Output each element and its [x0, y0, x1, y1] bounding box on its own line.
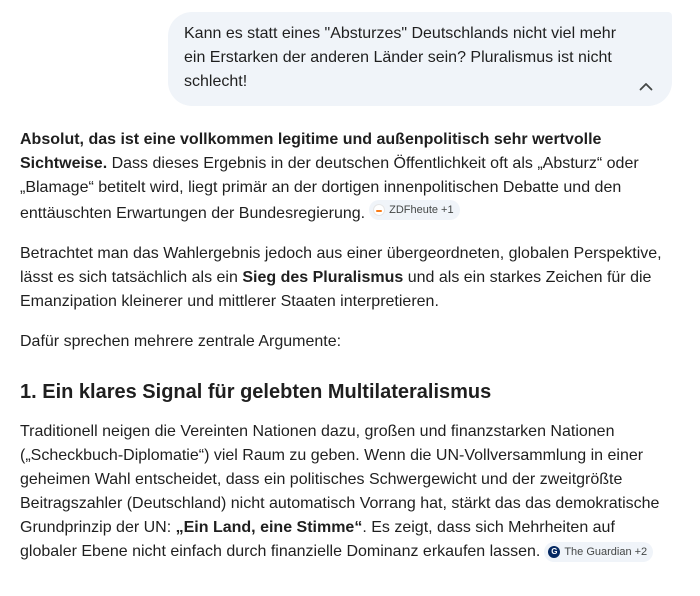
response-paragraph: Dafür sprechen mehrere zentrale Argumente: [20, 333, 342, 350]
collapse-button[interactable] [634, 74, 658, 98]
zdf-icon [373, 204, 385, 216]
source-chip-the-guardian[interactable] [544, 542, 653, 562]
source-count: +1 [441, 204, 454, 216]
chevron-up-icon [639, 82, 653, 91]
bold-text: Absolut, das ist eine vollkommen legitime und außenpolitisch sehr wertvolle Sichtweise. [20, 131, 602, 172]
section-heading: 1. Ein klares Signal für gelebten Multilateralismus [20, 381, 492, 403]
source-name: The Guardian [564, 546, 632, 558]
bold-text: „Ein Land, eine Stimme“ [175, 519, 363, 536]
paragraph-text: Betrachtet man das Wahlergebnis jedoch aus einer übergeordneten, globalen Perspektive, lässt es sich tatsächlich als ein [20, 245, 662, 286]
user-message-text [184, 22, 632, 94]
user-message-line: Kann es statt eines "Absturzes" Deutschlands nicht viel mehr [184, 25, 617, 42]
response-paragraph [20, 242, 670, 314]
paragraph-text: . Es zeigt, dass sich Mehrheiten auf globaler Ebene nicht einfach durch finanzielle Dominanz erkaufen lassen. [20, 519, 615, 560]
user-message-line: ein Erstarken der anderen Länder sein? Pluralismus ist nicht [184, 49, 612, 66]
paragraph-text: und als ein starkes Zeichen für die Emanzipation kleinerer und mittlerer Staaten interpretieren. [20, 269, 652, 310]
source-count: +2 [634, 546, 648, 558]
guardian-icon: G [548, 546, 560, 558]
response-paragraph [20, 128, 670, 226]
response-paragraph [20, 420, 670, 564]
model-response [20, 128, 670, 580]
source-chip-zdfheute[interactable] [369, 200, 459, 220]
paragraph-text: Traditionell neigen die Vereinten Nationen dazu, großen und finanzstarken Nationen („Scheckbuch-Diplomatie“) viel Raum zu geben. Wenn die UN-Vollversammlung in einer geheimen Wahl entscheidet, dass ein politisches Schwergewicht und der zweitgrößte Beitragszahler (Deutschland) nicht automatisch Vorrang hat, stärkt das das demokratische Grundprinzip der UN: [20, 423, 660, 536]
paragraph-text: Dass dieses Ergebnis in der deutschen Öffentlichkeit oft als „Absturz“ oder „Blamage“ betitelt wird, liegt primär an der dortigen innenpolitischen Debatte und den enttäuschten Erwartungen der Bundesregierung. [20, 155, 639, 222]
source-name: ZDFheute [389, 204, 439, 216]
bold-text: Sieg des Pluralismus [242, 269, 404, 286]
user-message-bubble [168, 12, 672, 106]
user-message-line: schlecht! [184, 73, 248, 90]
